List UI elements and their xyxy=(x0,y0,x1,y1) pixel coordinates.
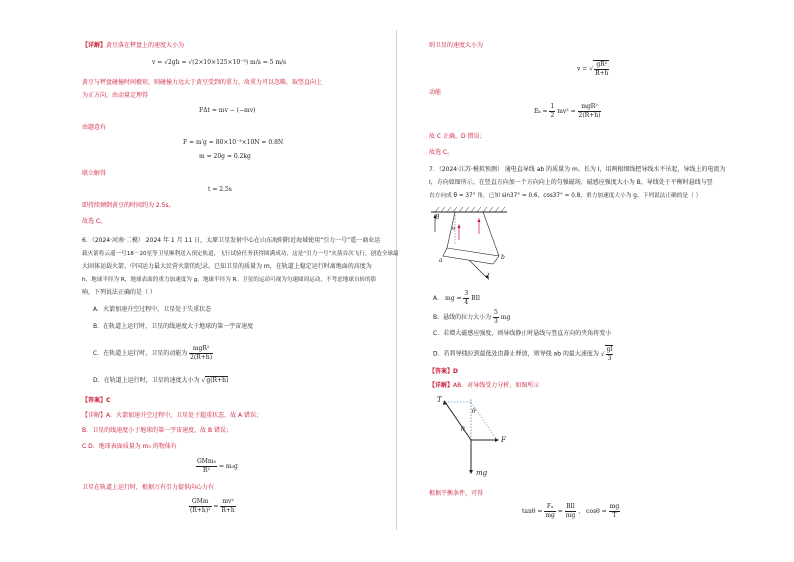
answer-label: 【答案】D xyxy=(429,368,458,375)
equation-tangent xyxy=(522,503,620,520)
rhs: BIl xyxy=(471,295,480,302)
denominator: 3 xyxy=(607,355,612,362)
numerator: Fₐ xyxy=(544,503,556,512)
figure-label-a: a xyxy=(439,257,443,264)
denominator: mg xyxy=(565,512,576,519)
fraction xyxy=(463,290,469,307)
fraction xyxy=(578,103,602,120)
option-a: A．火箭加速升空过程中，卫星处于失重状态 xyxy=(93,306,212,313)
paragraph: 联立解得 xyxy=(82,170,107,177)
denominator: R+h xyxy=(595,70,609,77)
rhs: mg xyxy=(500,314,511,321)
middle: ， cosθ = xyxy=(578,508,607,515)
explanation-text: 动能 xyxy=(429,89,442,96)
wire-suspension-figure xyxy=(427,204,511,286)
sqrt-expression: √ $\frac{gl}{3}$ xyxy=(600,346,613,362)
denominator: R² xyxy=(203,467,210,474)
answer-label: 【答案】C xyxy=(82,397,111,404)
force-diagram xyxy=(427,394,511,476)
rhs: = m₀g xyxy=(218,463,238,470)
lhs: mg = xyxy=(445,295,462,302)
sqrt-expression: √g(R+h) xyxy=(201,377,229,384)
lhs: Eₖ = xyxy=(534,108,548,115)
option-d xyxy=(433,345,613,363)
explanation-text: 故 C 正确，D 错误； xyxy=(429,133,486,140)
force-label: F xyxy=(501,436,506,444)
numerator: 3 xyxy=(464,290,469,297)
option-c: C．若增大磁感应强度，则导线静止时悬线与竖直方向的夹角将变小 xyxy=(433,330,612,337)
explanation-text: C D．地球表面质量为 m₀ 的物体有 xyxy=(82,443,177,450)
equation-force: F = m′g = 80×10⁻³×10N = 0.8N xyxy=(183,139,284,146)
paragraph: 为正方向，由动量定理得 xyxy=(82,92,149,99)
numerator: BIl xyxy=(566,503,575,510)
question-7-text: 7．（2024·江苏·模拟预测） 通电直导线 ab 的质量为 m、长为 l，用两根细线把导线水平吊起，导线上的电流为 xyxy=(429,166,726,173)
equation-velocity: v = √2gh = √(2×10×125×10⁻³) m/s = 5 m/s xyxy=(152,59,287,66)
question-6-text: 6．（2024·河南·二模） 2024 年 1 月 11 日，太原卫星发射中心在山东海阳附近海域使用“引力一号”遥一商业运 xyxy=(82,237,381,244)
option-a-label: A． xyxy=(433,295,444,302)
explanation-text: 【详解】A．火箭加速升空过程中，卫星处于超重状态，故 A 错误； xyxy=(82,412,263,419)
equation-time: t = 2.5s xyxy=(208,186,232,193)
question-7-text: 直方向成 θ = 37° 角，已知 sin37° = 0.6，cos37° = 0.8，重力加速度大小为 g。下列说法正确的是（ ） xyxy=(429,193,702,199)
denominator: 4 xyxy=(464,299,469,306)
paragraph: 故选 C。 xyxy=(82,218,107,225)
numerator: gR² xyxy=(594,61,609,70)
explanation-text: 卫星在轨道上运行时，根据万有引力提供向心力有 xyxy=(82,484,215,491)
fraction xyxy=(196,458,217,475)
middle: mv² = xyxy=(557,108,576,115)
angle-label: θ xyxy=(472,408,476,415)
numerator: mgR² xyxy=(189,345,213,354)
equation-surface-gravity xyxy=(196,458,238,475)
option-d-label: D．若将导线拉到最低处由静止释放，则导线 ab 的最大速度为 xyxy=(433,350,599,358)
question-7-text: I，方向如图所示。在竖直方向加一个方向向上的匀强磁场，磁感应强度大小为 B，导线处于平衡时悬线与竖 xyxy=(429,179,713,186)
equation-velocity: v = √ $\frac{\text{gR²}}{R+h}$ xyxy=(577,61,609,77)
figure-label-b: b xyxy=(501,254,505,261)
equals: = xyxy=(213,503,219,510)
denominator: 2 xyxy=(550,112,555,119)
option-d xyxy=(93,377,228,385)
fraction xyxy=(493,309,499,326)
denominator: 3 xyxy=(494,318,498,325)
explanation-line xyxy=(82,42,184,50)
explanation-text: B．卫星的线速度小于地球的第一宇宙速度，故 B 错误； xyxy=(82,427,233,434)
numerator: 5 xyxy=(494,309,498,316)
fraction xyxy=(544,503,556,520)
equation-momentum: FΔt = mv − (−mv) xyxy=(199,107,256,114)
equation-mass: m = 20g = 0.2kg xyxy=(199,153,251,160)
numerator: 1 xyxy=(550,103,555,110)
numerator: gl xyxy=(606,346,613,353)
explanation-text: 根据平衡条件，可得 xyxy=(429,490,484,497)
detail-tag: 【详解】 xyxy=(82,42,107,49)
numerator: mgR² xyxy=(578,103,602,112)
explanation-text: AB．对导线受力分析，如图所示 xyxy=(453,382,540,389)
lhs: tanθ = xyxy=(522,508,543,515)
figure-label-b-field: B xyxy=(435,214,440,221)
lhs: v = xyxy=(577,65,588,73)
radicand: g(R+h) xyxy=(206,377,229,384)
paragraph: 即持续倾倒黄豆的时间约为 2.5s。 xyxy=(82,202,175,209)
sqrt-fraction xyxy=(605,345,614,363)
explanation-text: 则卫星的速度大小为 xyxy=(429,42,484,49)
question-6-text: h，地球半径为 R，地球表面的重力加速度为 g，地球半径为 R。卫星的运动可视为匀速圆周运动，不考虑地球自转的影 xyxy=(82,277,377,283)
numerator: GMm xyxy=(189,498,212,507)
denominator: 2(R+h) xyxy=(190,354,213,361)
denominator: mg xyxy=(545,512,555,519)
numerator: mv² xyxy=(222,498,234,505)
denominator: (R+h)² xyxy=(190,507,211,514)
equation-centripetal xyxy=(189,498,236,515)
equation-kinetic-energy xyxy=(534,103,601,120)
fraction xyxy=(549,103,555,120)
explanation-text: 故选 C。 xyxy=(429,149,454,156)
option-d-label: D．在轨道上运行时，卫星的速度大小为 xyxy=(93,377,200,384)
question-6-text: 响，下列说法正确的是（ ） xyxy=(82,289,156,296)
gravity-label: mg xyxy=(476,469,488,477)
denominator: R+h xyxy=(221,507,235,514)
right-page xyxy=(397,0,794,562)
fraction xyxy=(565,503,577,520)
option-b: B．在轨道上运行时，卫星的线速度大于地球的第一宇宙速度 xyxy=(93,323,254,330)
question-6-text: 载火箭将云遥一号18－20星等卫星顺利送入预定轨道，飞行试验任务获得圆满成功，这是“引力一号”火箭首次飞行，创造全球最 xyxy=(82,251,399,257)
figure-label-current: I xyxy=(487,273,490,280)
explanation-text: 黄豆落在秤盘上的速度大小为 xyxy=(106,42,185,49)
equals: = xyxy=(557,508,563,515)
denominator: T xyxy=(612,512,617,519)
detail-tag: 【详解】 xyxy=(429,382,454,389)
option-b-label: B．悬线的拉力大小为 xyxy=(433,314,492,321)
option-b xyxy=(433,309,510,326)
angle-label: θ xyxy=(461,426,465,433)
fraction xyxy=(189,498,212,515)
explanation-line xyxy=(429,382,539,390)
denominator: 2(R+h) xyxy=(578,112,601,119)
fraction xyxy=(220,498,235,515)
question-6-text: 大固体运载火箭、中国运力最大民营火箭的纪录。已知卫星的质量为 m，在轨道上稳定运行时离地面的高度为 xyxy=(82,263,372,270)
numerator: GMm₀ xyxy=(197,458,217,465)
sqrt-fraction xyxy=(593,60,609,78)
figure-label-theta: θ xyxy=(452,226,456,232)
numerator: mg xyxy=(609,503,620,510)
fraction xyxy=(609,503,621,520)
option-a xyxy=(433,290,480,307)
paragraph: 由题意有 xyxy=(82,124,107,131)
option-c-fraction xyxy=(189,345,213,362)
option-c-label: C．在轨道上运行时，卫星的动能为 xyxy=(93,350,188,357)
option-c xyxy=(93,345,213,362)
paragraph: 黄豆与秤盘碰撞时间极短，则碰撞力远大于黄豆受到的重力，故重力可以忽略，取竖直向上 xyxy=(82,79,323,86)
tension-label: T xyxy=(437,396,442,404)
